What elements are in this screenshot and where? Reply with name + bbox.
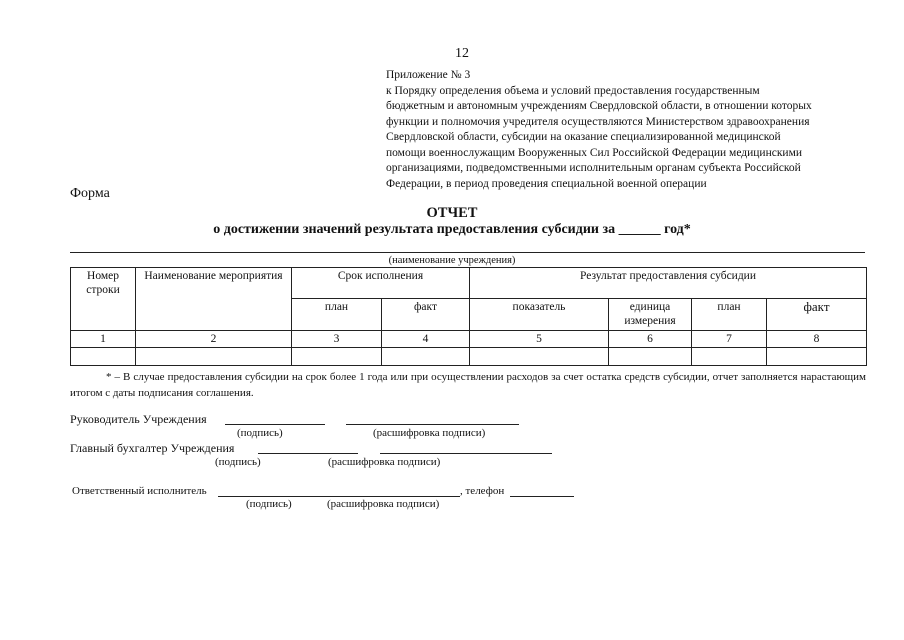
column-number: 7 (692, 331, 767, 348)
accountant-signature-row (70, 441, 234, 456)
results-table (70, 267, 867, 366)
head-decode-field[interactable] (346, 412, 519, 425)
column-number: 3 (292, 331, 382, 348)
annex-line: организациями, подведомственными исполнительным органам субъекта Российской (386, 162, 801, 174)
table-cell[interactable] (71, 348, 136, 366)
head-signature-field[interactable] (225, 412, 325, 425)
head-signature-caption: (подпись) (237, 427, 283, 439)
table-cell[interactable] (470, 348, 609, 366)
column-number: 4 (382, 331, 470, 348)
header-plan-result: план (692, 299, 767, 331)
executor-decode-caption: (расшифровка подписи) (327, 498, 440, 510)
annex-line: к Порядку определения объема и условий предоставления государственным (386, 84, 760, 97)
annex-line: Федерации, в период проведения специальной военной операции (386, 177, 707, 190)
table-cell[interactable] (136, 348, 292, 366)
accountant-signature-caption: (подпись) (215, 456, 261, 468)
header-unit: единица измерения (609, 299, 692, 331)
header-row-number: Номер строки (71, 268, 136, 331)
table-cell[interactable] (292, 348, 382, 366)
header-indicator: показатель (470, 299, 609, 331)
page-number: 12 (455, 46, 469, 61)
phone-field[interactable] (510, 484, 574, 497)
annex-line: помощи военнослужащим Вооруженных Сил Российской Федерации медицинскими (386, 146, 803, 159)
column-number: 1 (71, 331, 136, 348)
executor-signature-caption: (подпись) (246, 498, 292, 510)
column-number: 5 (470, 331, 609, 348)
organization-name-line[interactable] (70, 252, 865, 253)
header-deadline: Срок исполнения (292, 268, 470, 299)
table-row[interactable] (71, 348, 867, 366)
organization-caption: (наименование учреждения) (388, 255, 516, 266)
header-fact-result: факт (767, 299, 867, 331)
accountant-decode-field[interactable] (380, 441, 552, 454)
table-cell[interactable] (382, 348, 470, 366)
table-cell[interactable] (692, 348, 767, 366)
table-cell[interactable] (609, 348, 692, 366)
header-event-name: Наименование мероприятия (136, 268, 292, 331)
header-fact: факт (382, 299, 470, 331)
column-number: 8 (767, 331, 867, 348)
report-subtitle: о достижении значений результата предоставления субсидии за ______ год* (213, 222, 691, 237)
table-cell[interactable] (767, 348, 867, 366)
annex-line: Свердловской области, субсидии на оказание специализированной медицинской (386, 131, 781, 143)
executor-field[interactable] (218, 484, 460, 497)
column-number-row (71, 331, 867, 348)
header-result: Результат предоставления субсидии (470, 268, 867, 299)
head-signature-row (70, 412, 207, 427)
head-decode-caption: (расшифровка подписи) (373, 427, 486, 439)
annex-line: функции и полномочия учредителя осуществляются Министерством здравоохранения (386, 115, 810, 128)
annex-line: бюджетным и автономным учреждениям Свердловской области, в отношении которых (386, 100, 812, 112)
footnote: * – В случае предоставления субсидии на срок более 1 года или при осуществлении расходов за счет остатка средств субсидии, отчет заполняется нарастающим итогом с даты подписания соглашения. (70, 371, 866, 399)
annex-title: Приложение № 3 (386, 69, 471, 81)
column-number: 2 (136, 331, 292, 348)
report-title: ОТЧЕТ (426, 205, 478, 221)
accountant-label: Главный бухгалтер Учреждения (70, 441, 235, 455)
accountant-decode-caption: (расшифровка подписи) (328, 456, 441, 468)
head-label: Руководитель Учреждения (70, 412, 207, 426)
phone-label: , телефон (460, 485, 505, 497)
accountant-signature-field[interactable] (258, 441, 358, 454)
header-plan: план (292, 299, 382, 331)
form-label: Форма (70, 186, 110, 201)
annex-block (386, 68, 866, 192)
executor-label: Ответственный исполнитель (72, 485, 207, 497)
column-number: 6 (609, 331, 692, 348)
